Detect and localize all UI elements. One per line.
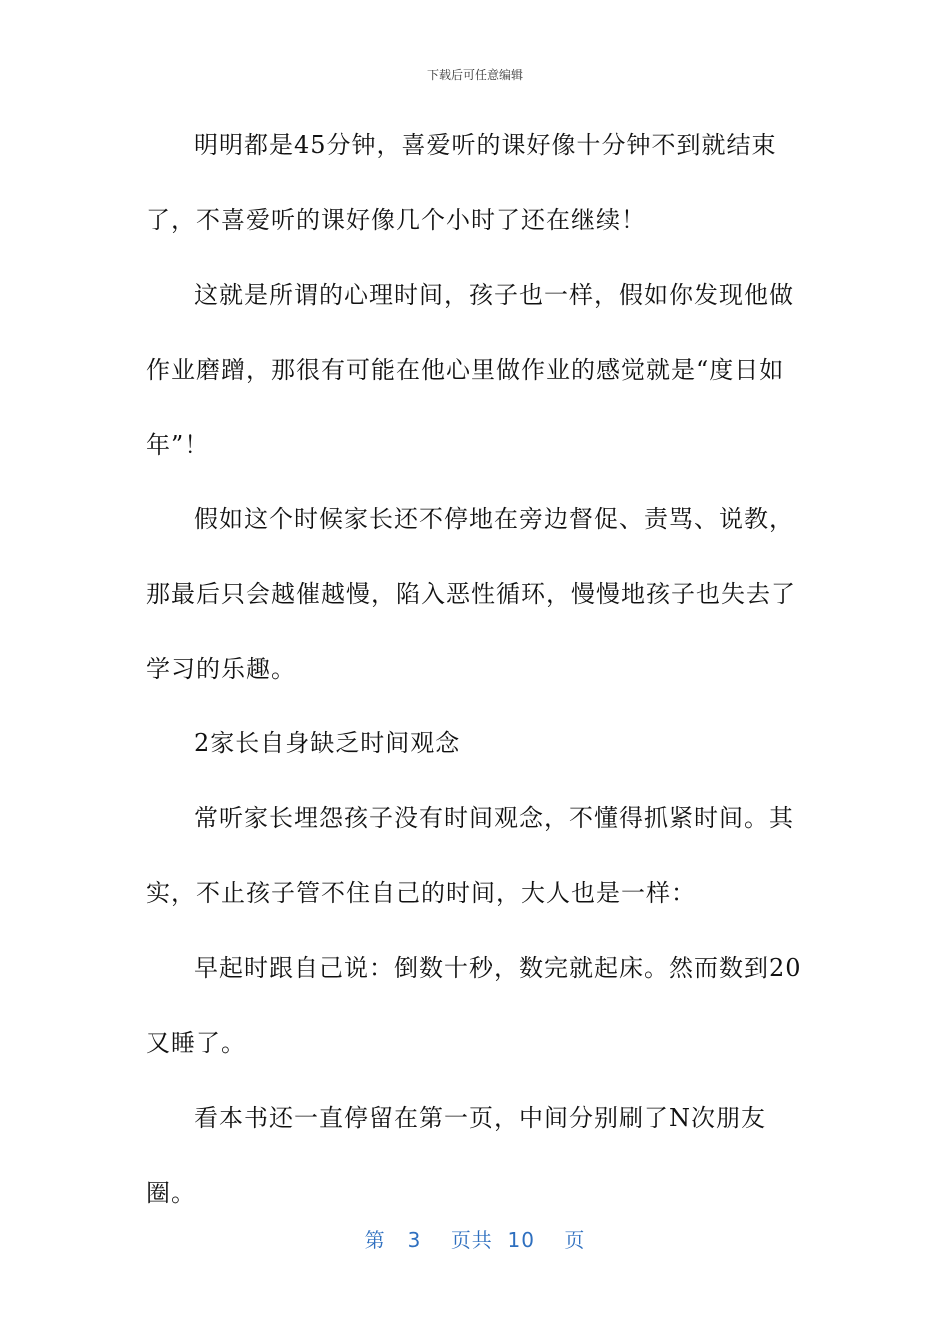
paragraph-1: 明明都是45分钟，喜爱听的课好像十分钟不到就结束了，不喜爱听的课好像几个小时了还在继续！ [146,131,777,234]
paragraph-5: 早起时跟自己说：倒数十秒，数完就起床。然而数到20又睡了。 [146,954,802,1057]
footer-total-pages: 10 [507,1228,535,1252]
paragraph-4: 常听家长埋怨孩子没有时间观念，不懂得抓紧时间。其实，不止孩子管不住自己的时间，大人也是一样： [146,804,794,907]
paragraph-2: 这就是所谓的心理时间，孩子也一样，假如你发现他做作业磨蹭，那很有可能在他心里做作业的感觉就是“度日如年”！ [146,281,794,459]
paragraph-3: 假如这个时候家长还不停地在旁边督促、责骂、说教，那最后只会越催越慢，陷入恶性循环，慢慢地孩子也失去了学习的乐趣。 [146,505,796,683]
footer-suffix: 页 [564,1228,586,1252]
footer-prefix: 第 [364,1228,386,1252]
paragraph-6: 看本书还一直停留在第一页，中间分别刷了N次朋友圈。 [146,1104,766,1207]
footer-current-page: 3 [407,1228,422,1252]
page-footer [0,1224,950,1253]
footer-middle: 页共 [450,1228,493,1252]
page-header: 下载后可任意编辑 [426,68,523,82]
section-heading: 2家长自身缺乏时间观念 [194,729,461,757]
